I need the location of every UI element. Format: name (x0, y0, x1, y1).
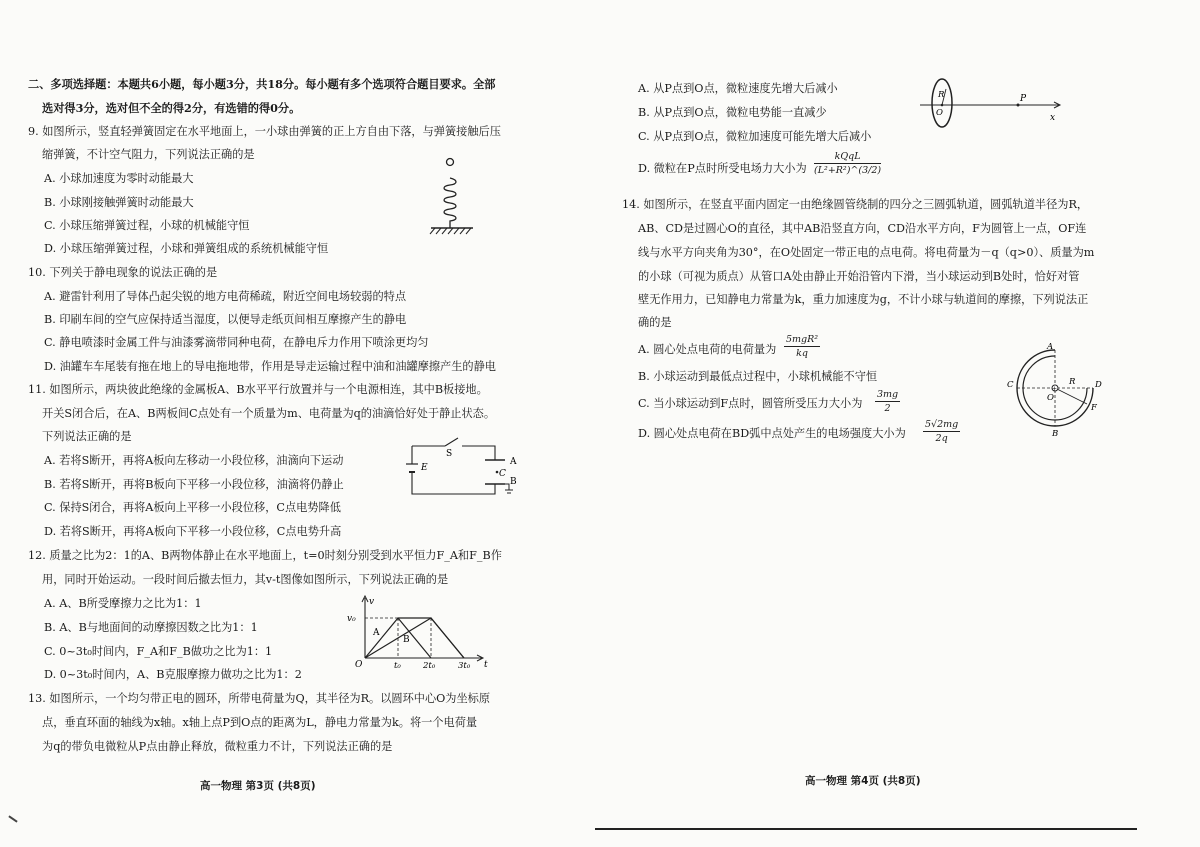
q11-option-d: D. 若将S断开，再将A板向下平移一小段位移，C点电势升高 (44, 525, 342, 538)
q14-stem: 14. 如图所示，在竖直平面内固定一由绝缘圆管绕制的四分之三圆弧轨道，圆弧轨道半径为R， (622, 198, 1089, 211)
formula-numerator: 3mg (877, 389, 899, 400)
q9-option-b: B. 小球刚接触弹簧时动能最大 (44, 196, 194, 209)
q12-stem: 用，同时开始运动。一段时间后撤去恒力，其v-t图像如图所示，下列说法正确的是 (42, 573, 449, 586)
q14-stem: 壁无作用力，已知静电力常量为k，重力加速度为g，不计小球与轨道间的摩擦，下列说法正 (638, 293, 1089, 306)
q14-stem: 的小球（可视为质点）从管口A处由静止开始沿管内下滑，当小球运动到B处时，恰好对管 (638, 270, 1080, 283)
q9-option-d: D. 小球压缩弹簧过程，小球和弹簧组成的系统机械能守恒 (44, 242, 329, 255)
label-a-line: A (373, 628, 380, 638)
q13-stem: 点，垂直环面的轴线为x轴。x轴上点P到O点的距离为L，静电力常量为k。将一个电荷量 (42, 716, 478, 729)
q13-stem: 为q的带负电微粒从P点由静止释放，微粒重力不计，下列说法正确的是 (42, 740, 393, 753)
q10-option-b: B. 印刷车间的空气应保持适当湿度，以便导走纸页间相互摩擦产生的静电 (44, 313, 407, 326)
label-r: R (1069, 377, 1076, 387)
exam-page-4 (600, 0, 1200, 847)
svg-text:+: + (1052, 385, 1058, 393)
label-o: O (1047, 393, 1054, 403)
label-c: C (499, 469, 506, 479)
label-origin: O (355, 660, 363, 670)
q13-option-b: B. 从P点到O点，微粒电势能一直减少 (638, 106, 827, 119)
arc-track-figure (1005, 340, 1115, 439)
label-o: O (936, 108, 943, 118)
label-b: B (1052, 429, 1059, 439)
ring-figure (920, 75, 1070, 131)
section-header: 二、多项选择题：本题共6小题，每小题3分，共18分。每小题有多个选项符合题目要求。全部 (28, 77, 496, 91)
bottom-rule (595, 828, 1137, 830)
formula-denominator: (L²+R²)^(3/2) (814, 165, 882, 176)
q14-a-formula (784, 333, 820, 360)
q11-stem: 11. 如图所示，两块彼此绝缘的金属板A、B水平平行放置并与一个电源相连，其中B板接地。 (28, 383, 488, 396)
vt-graph (345, 592, 495, 672)
q11-option-a: A. 若将S断开，再将A板向左移动一小段位移，油滴向下运动 (44, 454, 344, 467)
q13-d-formula (814, 150, 881, 177)
q13-option-a: A. 从P点到O点，微粒速度先增大后减小 (638, 82, 838, 95)
spring-coil (444, 178, 456, 228)
q14-option-a: A. 圆心处点电荷的电荷量为 (638, 343, 777, 356)
switch-s (445, 438, 458, 446)
label-b: B (510, 477, 517, 487)
label-r: R (938, 90, 945, 100)
q14-stem: 线与水平方向夹角为30°，在O处固定一带正电的点电荷。将电荷量为－q（q>0）、质量为m (638, 246, 1095, 259)
q14-d-formula (923, 418, 960, 445)
q11-option-b: B. 若将S断开，再将B板向下平移一小段位移，油滴将仍静止 (44, 478, 344, 491)
ball (447, 159, 454, 166)
point-c (496, 471, 499, 474)
spring-figure (425, 150, 485, 240)
line-of (1055, 388, 1087, 404)
q14-option-d: D. 圆心处点电荷在BD弧中点处产生的电场强度大小为 (638, 427, 906, 440)
q12-option-d: D. 0~3t₀时间内，A、B克服摩擦力做功之比为1：2 (44, 668, 302, 681)
label-f: F (1091, 403, 1097, 413)
q14-stem: 确的是 (638, 316, 672, 329)
label-x: x (1050, 113, 1056, 123)
label-2t0: 2t₀ (423, 661, 436, 671)
scan-mark (8, 815, 17, 822)
q10-stem: 10. 下列关于静电现象的说法正确的是 (28, 266, 218, 279)
q12-option-b: B. A、B与地面间的动摩擦因数之比为1：1 (44, 621, 258, 634)
section-header-cont: 选对得3分，选对但不全的得2分，有选错的得0分。 (42, 101, 301, 115)
q10-option-c: C. 静电喷漆时金属工件与油漆雾滴带同种电荷，在静电斥力作用下喷涂更均匀 (44, 336, 429, 349)
formula-numerator: 5mgR² (786, 334, 819, 345)
q10-option-d: D. 油罐车车尾装有拖在地上的导电拖地带，作用是导走运输过程中油和油罐摩擦产生的静电 (44, 360, 496, 373)
label-t: t (484, 660, 488, 670)
label-p: P (1020, 94, 1027, 104)
q13-option-c: C. 从P点到O点，微粒加速度可能先增大后减小 (638, 130, 872, 143)
q11-option-c: C. 保持S闭合，再将A板向上平移一小段位移，C点电势降低 (44, 501, 341, 514)
page-footer: 高一物理 第3页 (共8页) (200, 780, 316, 792)
formula-numerator: 5√2mg (925, 419, 959, 430)
q14-stem: AB、CD是过圆心O的直径，其中AB沿竖直方向，CD沿水平方向，F为圆管上一点，OF连 (638, 222, 1087, 235)
q9-stem: 缩弹簧，不计空气阻力，下列说法正确的是 (42, 148, 255, 161)
formula-denominator: 2q (935, 433, 948, 444)
q14-option-b: B. 小球运动到最低点过程中，小球机械能不守恒 (638, 370, 878, 383)
label-3t0: 3t₀ (458, 661, 471, 671)
q13-stem: 13. 如图所示，一个均匀带正电的圆环，所带电荷量为Q，其半径为R。以圆环中心O为坐标原 (28, 692, 491, 705)
label-v0: v₀ (347, 614, 356, 624)
label-e: E (421, 463, 428, 473)
q12-option-c: C. 0~3t₀时间内，F_A和F_B做功之比为1：1 (44, 645, 273, 658)
q14-option-c: C. 当小球运动到F点时，圆管所受压力大小为 (638, 397, 863, 410)
label-v: v (369, 597, 375, 607)
q14-c-formula (875, 388, 900, 415)
label-s: S (446, 449, 453, 459)
center-o (941, 104, 944, 107)
q11-stem: 开关S闭合后，在A、B两板间C点处有一个质量为m、电荷量为q的油滴恰好处于静止状态。 (42, 407, 496, 420)
q12-option-a: A. A、B所受摩擦力之比为1：1 (44, 597, 202, 610)
circuit-figure (400, 432, 525, 502)
label-b-line: B (403, 635, 410, 645)
q9-option-a: A. 小球加速度为零时动能最大 (44, 172, 194, 185)
formula-denominator: 2 (884, 403, 891, 414)
formula-numerator: kQqL (814, 150, 881, 164)
q12-stem: 12. 质量之比为2：1的A、B两物体静止在水平地面上，t=0时刻分别受到水平恒力F_A和F_B作 (28, 549, 502, 562)
q9-stem: 9. 如图所示，竖直轻弹簧固定在水平地面上，一小球由弹簧的正上方自由下落，与弹簧接触后压 (28, 125, 501, 138)
label-d: D (1095, 380, 1102, 390)
formula-denominator: kq (796, 348, 808, 359)
q11-stem: 下列说法正确的是 (42, 430, 132, 443)
q10-option-a: A. 避雷针利用了导体凸起尖锐的地方电荷稀疏，附近空间电场较弱的特点 (44, 290, 407, 303)
charged-ring (932, 79, 952, 127)
page-footer: 高一物理 第4页 (共8页) (805, 775, 921, 787)
label-c: C (1007, 380, 1014, 390)
label-t0: t₀ (394, 661, 401, 671)
label-a: A (510, 457, 517, 467)
q13-option-d: D. 微粒在P点时所受电场力大小为 (638, 162, 807, 175)
q9-option-c: C. 小球压缩弹簧过程，小球的机械能守恒 (44, 219, 250, 232)
label-a: A (1047, 342, 1054, 352)
